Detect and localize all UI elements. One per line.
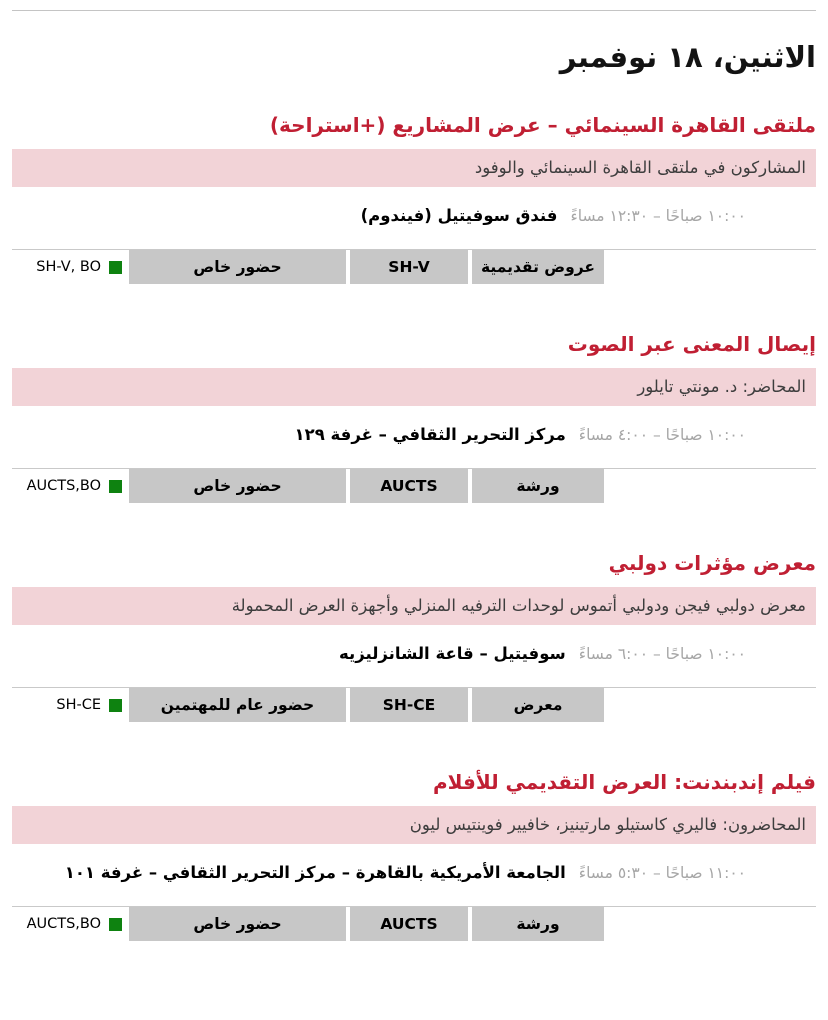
slots-row [12,249,816,284]
slots-row [12,468,816,503]
badge-label: SH-V, BO [36,259,101,275]
top-divider [12,10,816,11]
code-badge [27,907,122,941]
badge-label: SH-CE [56,697,101,713]
code-badge [36,250,122,284]
event-venue: فندق سوفيتيل (فيندوم) [360,206,558,225]
slot-section-code: AUCTS [350,907,468,941]
participants-banner: المحاضر: د. مونتي تايلور [12,368,816,406]
slot-section-code: AUCTS [350,469,468,503]
event-time: ١٠:٠٠ صباحًا – ٤:٠٠ مساءً [578,426,746,444]
code-badge [27,469,122,503]
event-venue: الجامعة الأمريكية بالقاهرة – مركز التحرير الثقافي – غرفة ١٠١ [64,863,566,882]
participants-banner: المحاضرون: فاليري كاستيلو مارتينيز، خافيير فوينتيس ليون [12,806,816,844]
green-square-icon [109,699,122,712]
slot-admission: حضور خاص [129,469,346,503]
event-time: ١١:٠٠ صباحًا – ٥:٣٠ مساءً [578,864,746,882]
date-heading: الاثنين، ١٨ نوفمبر [559,40,816,74]
event-section-1 [12,111,816,284]
slot-event-type: ورشة [472,469,604,503]
event-time: ١٠:٠٠ صباحًا – ١٢:٣٠ مساءً [570,207,746,225]
slot-section-code: SH-V [350,250,468,284]
green-square-icon [109,480,122,493]
when-where-line [12,423,816,447]
event-section-3 [12,549,816,722]
slot-section-code: SH-CE [350,688,468,722]
schedule-page [0,10,828,1020]
slot-event-type: ورشة [472,907,604,941]
event-time: ١٠:٠٠ صباحًا – ٦:٠٠ مساءً [578,645,746,663]
when-where-line [12,861,816,885]
slot-admission: حضور عام للمهتمين [129,688,346,722]
badge-label: AUCTS,BO [26,916,101,932]
when-where-line [12,642,816,666]
slot-admission: حضور خاص [129,907,346,941]
slot-event-type: عروض تقديمية [472,250,604,284]
participants-banner: معرض دولبي فيجن ودولبي أتموس لوحدات الترفيه المنزلي وأجهزة العرض المحمولة [12,587,816,625]
when-where-line [12,204,816,228]
event-section-2 [12,330,816,503]
participants-banner: المشاركون في ملتقى القاهرة السينمائي والوفود [12,149,816,187]
green-square-icon [109,918,122,931]
slots-row [12,906,816,941]
slot-admission: حضور خاص [129,250,346,284]
slot-event-type: معرض [472,688,604,722]
event-title: معرض مؤثرات دولبي [608,551,816,575]
event-section-4 [12,768,816,941]
event-title: إيصال المعنى عبر الصوت [567,332,816,356]
event-title: ملتقى القاهرة السينمائي – عرض المشاريع (+استراحة) [269,113,816,137]
badge-label: AUCTS,BO [26,478,101,494]
page-root [0,10,828,941]
event-venue: سوفيتيل – قاعة الشانزليزيه [339,644,566,663]
slots-row [12,687,816,722]
event-venue: مركز التحرير الثقافي – غرفة ١٢٩ [294,425,566,444]
code-badge [56,688,122,722]
green-square-icon [109,261,122,274]
event-title: فيلم إندبندنت: العرض التقديمي للأفلام [432,770,816,794]
